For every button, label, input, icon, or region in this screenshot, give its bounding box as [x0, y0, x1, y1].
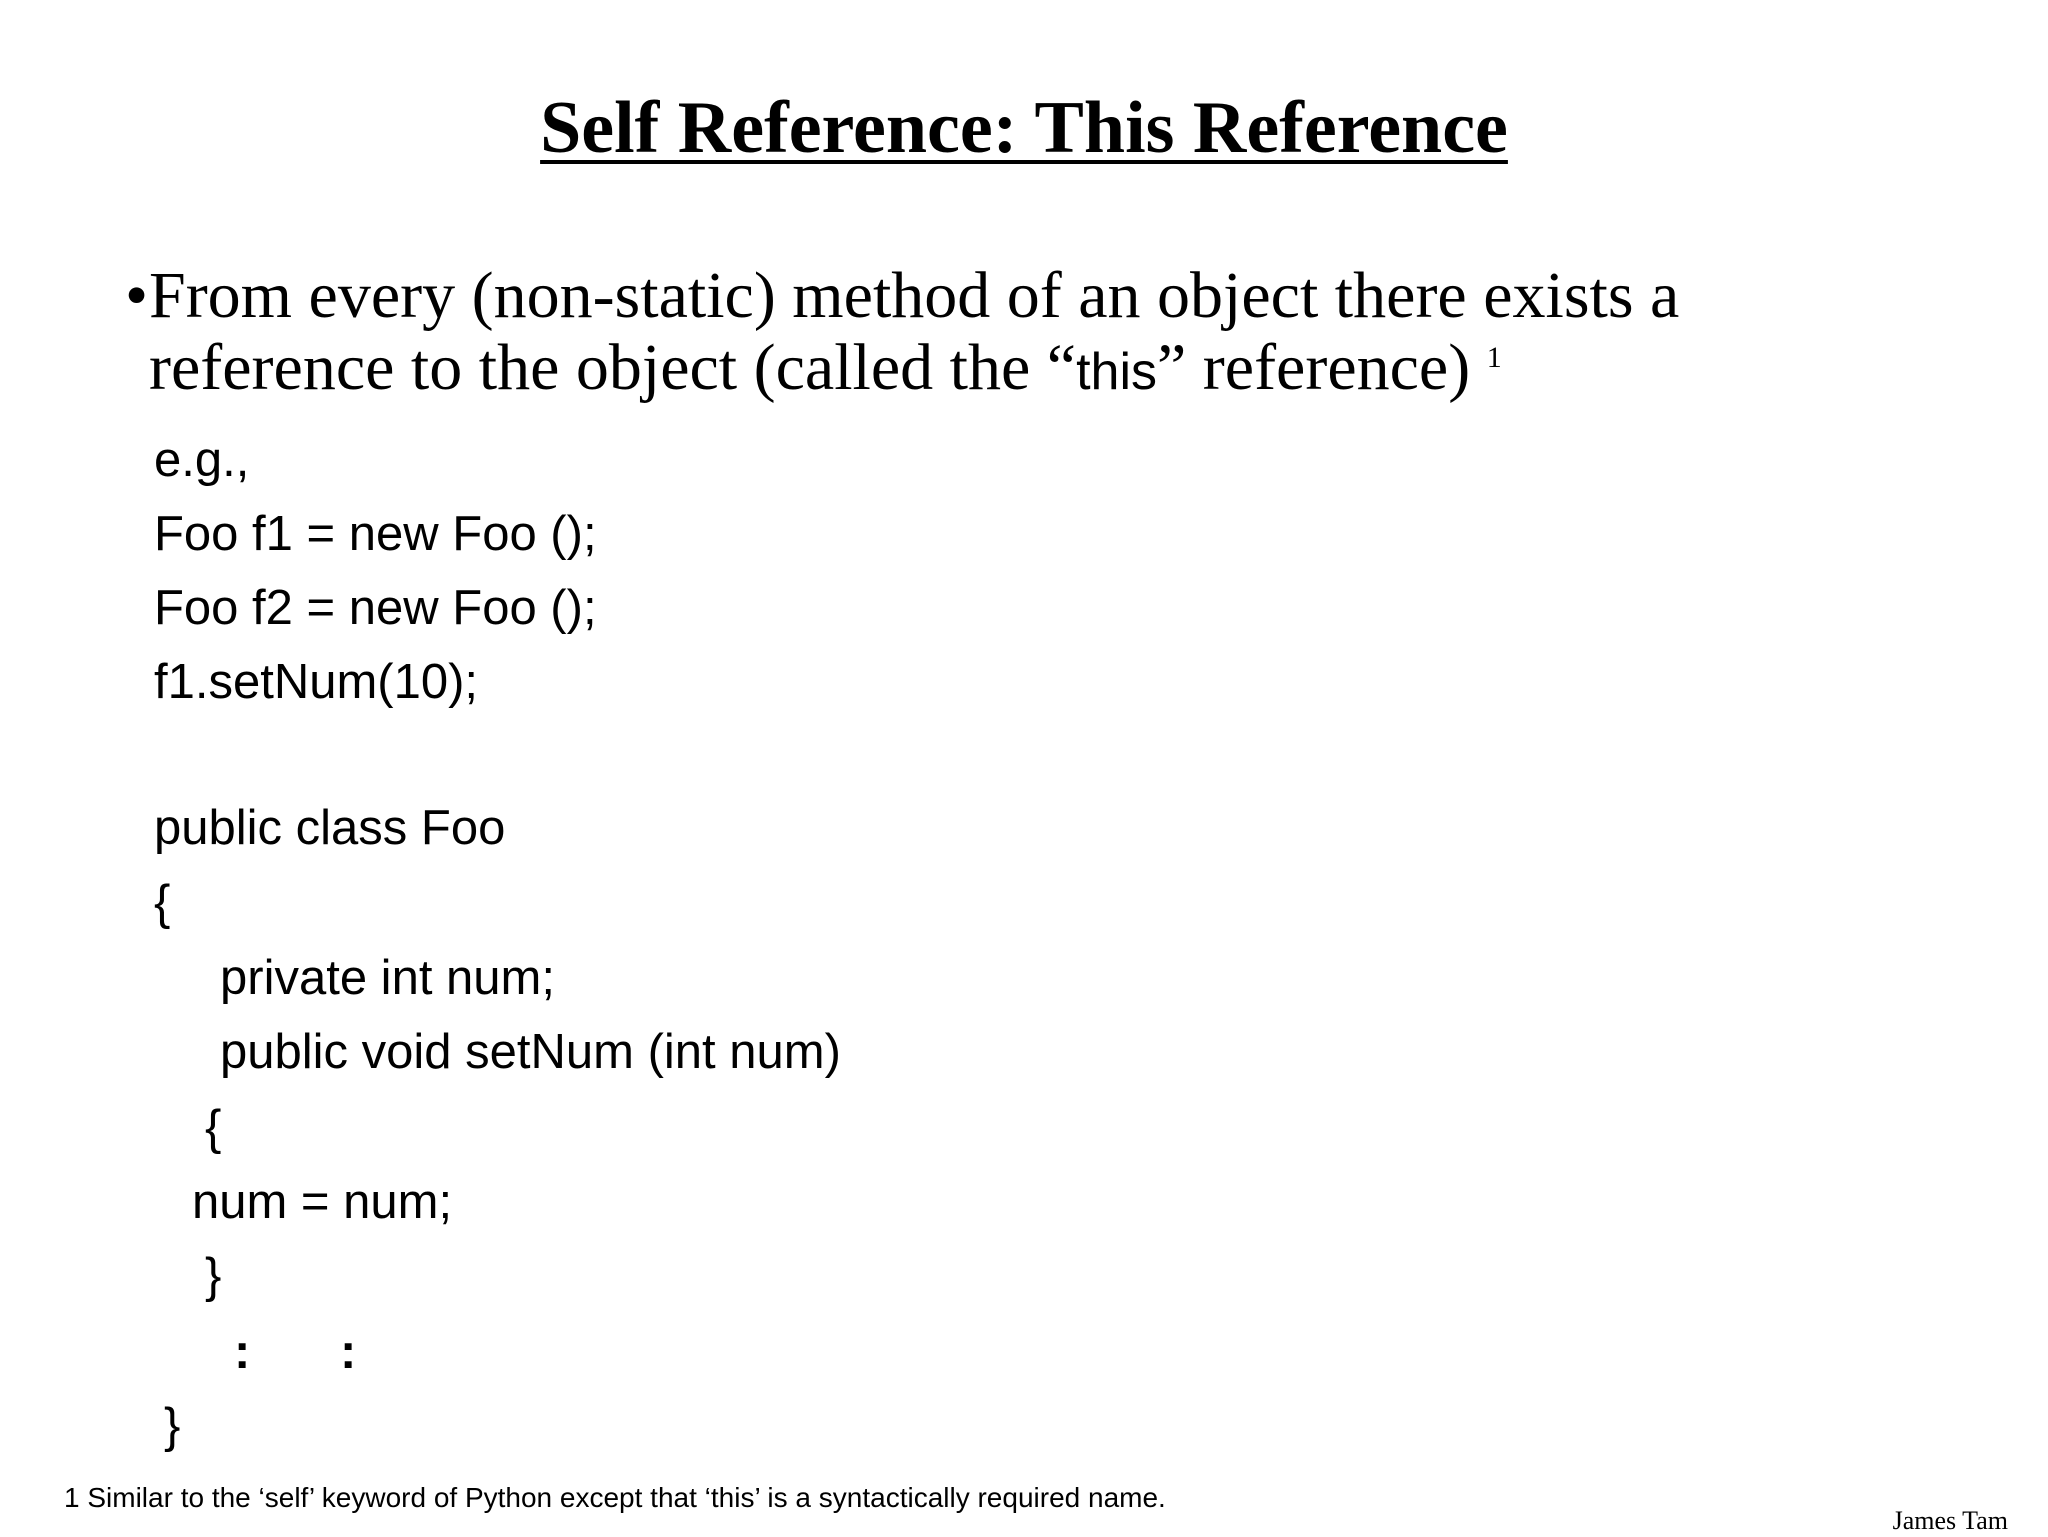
code-assignment: num = num; — [192, 1175, 453, 1229]
code-open-brace: { — [154, 876, 171, 930]
bullet-line-2-before: reference to the object (called the “ — [149, 331, 1077, 404]
this-keyword: this — [1076, 343, 1158, 401]
code-ellipsis-1: : — [234, 1325, 251, 1379]
code-ellipsis-2: : — [340, 1325, 357, 1379]
code-line-3: f1.setNum(10); — [154, 655, 479, 709]
footnote: 1 Similar to the ‘self’ keyword of Python except that ‘this’ is a syntactically required name. — [64, 1482, 1166, 1513]
bullet-line-2 — [149, 332, 1502, 408]
code-line-2: Foo f2 = new Foo (); — [154, 581, 597, 635]
code-line-1: Foo f1 = new Foo (); — [154, 507, 597, 561]
code-field: private int num; — [220, 951, 555, 1005]
code-class-decl: public class Foo — [154, 801, 506, 855]
code-eg: e.g., — [154, 433, 250, 487]
slide-title — [0, 80, 2048, 176]
footnote-marker: 1 — [1486, 341, 1502, 374]
bullet-line-1: From every (non-static) method of an object there exists a — [149, 259, 1680, 332]
bullet-line-2-after: ” reference) — [1157, 331, 1471, 404]
slide-title-text: Self Reference: This Reference — [540, 87, 1508, 169]
author-name: James Tam — [1892, 1506, 2008, 1535]
bullet-marker: • — [125, 259, 149, 332]
code-close-brace: } — [164, 1399, 181, 1453]
code-method-decl: public void setNum (int num) — [220, 1025, 841, 1079]
code-method-close: } — [205, 1249, 222, 1303]
code-method-open: { — [205, 1101, 222, 1155]
